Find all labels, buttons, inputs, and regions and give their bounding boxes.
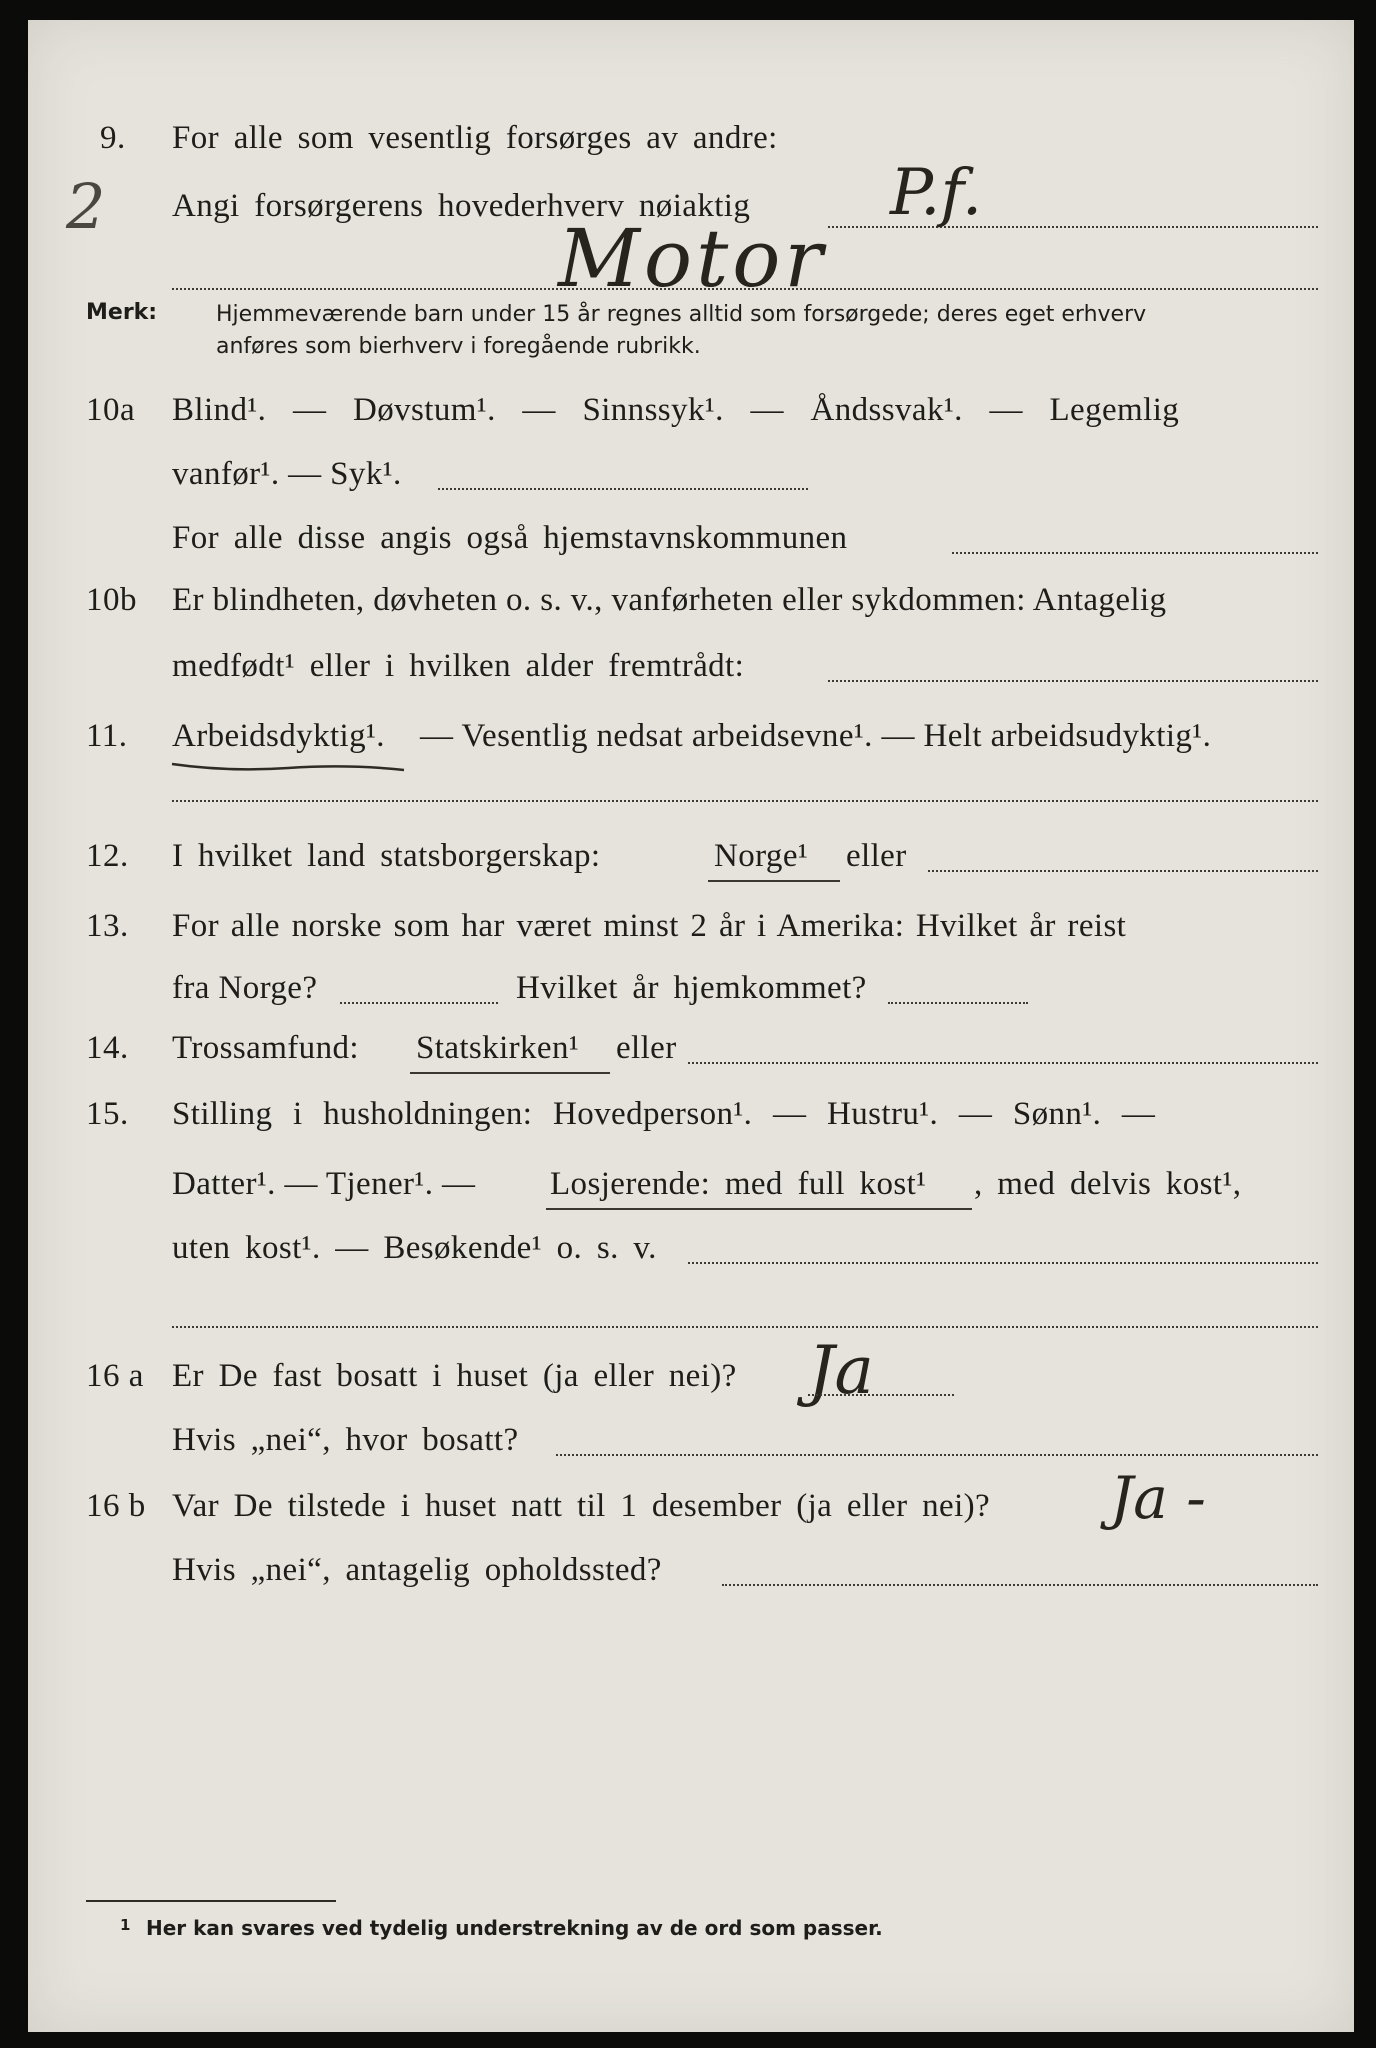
footnote-rule <box>86 1900 336 1902</box>
q9-line1: For alle som vesentlig forsørges av andre: <box>172 120 778 156</box>
q14-part3: eller <box>616 1030 677 1066</box>
q11-answer-line <box>172 800 1318 802</box>
q10a-line2: vanfør¹. — Syk¹. <box>172 456 402 492</box>
q11-part2: — Vesentlig nedsat arbeidsevne¹. — Helt arbeidsudyktig¹. <box>420 718 1212 754</box>
q16b-handwritten-answer: Ja - <box>1110 1464 1206 1532</box>
q15-line2b: Losjerende: med full kost¹ <box>550 1166 927 1202</box>
q11-underline-mark <box>168 750 408 780</box>
q15-answer-line2 <box>172 1326 1318 1328</box>
q10a-answer-line1 <box>438 488 808 490</box>
q16b-line2: Hvis „nei“, antagelig opholdssted? <box>172 1552 662 1588</box>
footnote-text: Her kan svares ved tydelig understrekning av de ord som passer. <box>146 1916 883 1940</box>
q16b-answer-line <box>722 1584 1318 1586</box>
q9-handwritten-answer1: P.f. <box>890 156 983 230</box>
q12-part3: eller <box>846 838 907 874</box>
q14-answer-line <box>688 1062 1318 1064</box>
q16a-line1: Er De fast bosatt i huset (ja eller nei)? <box>172 1358 737 1394</box>
q16a-line2: Hvis „nei“, hvor bosatt? <box>172 1422 519 1458</box>
q14-part1: Trossamfund: <box>172 1030 359 1066</box>
q13-line2a: fra Norge? <box>172 970 318 1006</box>
q12-part2: Norge¹ <box>714 838 809 874</box>
q14-number: 14. <box>86 1030 129 1066</box>
q12-part1: I hvilket land statsborgerskap: <box>172 838 601 874</box>
q12-number: 12. <box>86 838 129 874</box>
q16b-line1: Var De tilstede i huset natt til 1 desember (ja eller nei)? <box>172 1488 991 1524</box>
q15-underline-mark <box>546 1208 972 1210</box>
q9-number: 9. <box>100 120 126 156</box>
q10a-line3: For alle disse angis også hjemstavnskommunen <box>172 520 848 556</box>
merk-line1: Hjemmeværende barn under 15 år regnes alltid som forsørgede; deres eget erhverv <box>216 302 1147 327</box>
q16a-answer-line1 <box>808 1394 954 1396</box>
merk-label: Merk: <box>86 300 158 325</box>
q16b-number: 16 b <box>86 1488 146 1524</box>
q16a-number: 16 a <box>86 1358 144 1394</box>
q12-answer-line <box>928 870 1318 872</box>
q11-number: 11. <box>86 718 128 754</box>
footnote-marker: 1 <box>120 1916 131 1934</box>
q10b-answer-line <box>828 680 1318 682</box>
q16a-answer-line2 <box>556 1454 1318 1456</box>
q14-part2: Statskirken¹ <box>416 1030 580 1066</box>
census-form-page <box>28 20 1354 2032</box>
q10b-line1: Er blindheten, døvheten o. s. v., vanførheten eller sykdommen: Antagelig <box>172 582 1167 618</box>
q15-answer-line1 <box>688 1262 1318 1264</box>
q9-line2: Angi forsørgerens hovederhverv nøiaktig <box>172 188 751 224</box>
q10b-line2: medfødt¹ eller i hvilken alder fremtrådt: <box>172 648 745 684</box>
q15-line3: uten kost¹. — Besøkende¹ o. s. v. <box>172 1230 657 1266</box>
q12-underline-mark <box>708 880 840 882</box>
q13-line2b: Hvilket år hjemkommet? <box>516 970 867 1006</box>
q15-number: 15. <box>86 1096 129 1132</box>
q11-part1: Arbeidsdyktig¹. <box>172 718 385 754</box>
q13-number: 13. <box>86 908 129 944</box>
merk-line2: anføres som bierhverv i foregående rubrikk. <box>216 334 701 359</box>
q15-line2c: , med delvis kost¹, <box>974 1166 1242 1202</box>
q16a-handwritten-answer: Ja <box>808 1332 874 1409</box>
q13-answer-line1 <box>340 1002 498 1004</box>
q10a-answer-line2 <box>952 552 1318 554</box>
q10a-line1: Blind¹. — Døvstum¹. — Sinnssyk¹. — Åndssvak¹. — Legemlig <box>172 392 1180 428</box>
q9-margin-mark: 2 <box>66 170 106 243</box>
q9-handwritten-answer2: Motor <box>558 212 827 305</box>
q13-answer-line2 <box>888 1002 1028 1004</box>
q13-line1: For alle norske som har været minst 2 år i Amerika: Hvilket år reist <box>172 908 1127 944</box>
q15-line2a: Datter¹. — Tjener¹. — <box>172 1166 476 1202</box>
q15-line1: Stilling i husholdningen: Hovedperson¹. — Hustru¹. — Sønn¹. — <box>172 1096 1156 1132</box>
q10a-number: 10a <box>86 392 136 428</box>
q14-underline-mark <box>410 1072 610 1074</box>
q10b-number: 10b <box>86 582 137 618</box>
